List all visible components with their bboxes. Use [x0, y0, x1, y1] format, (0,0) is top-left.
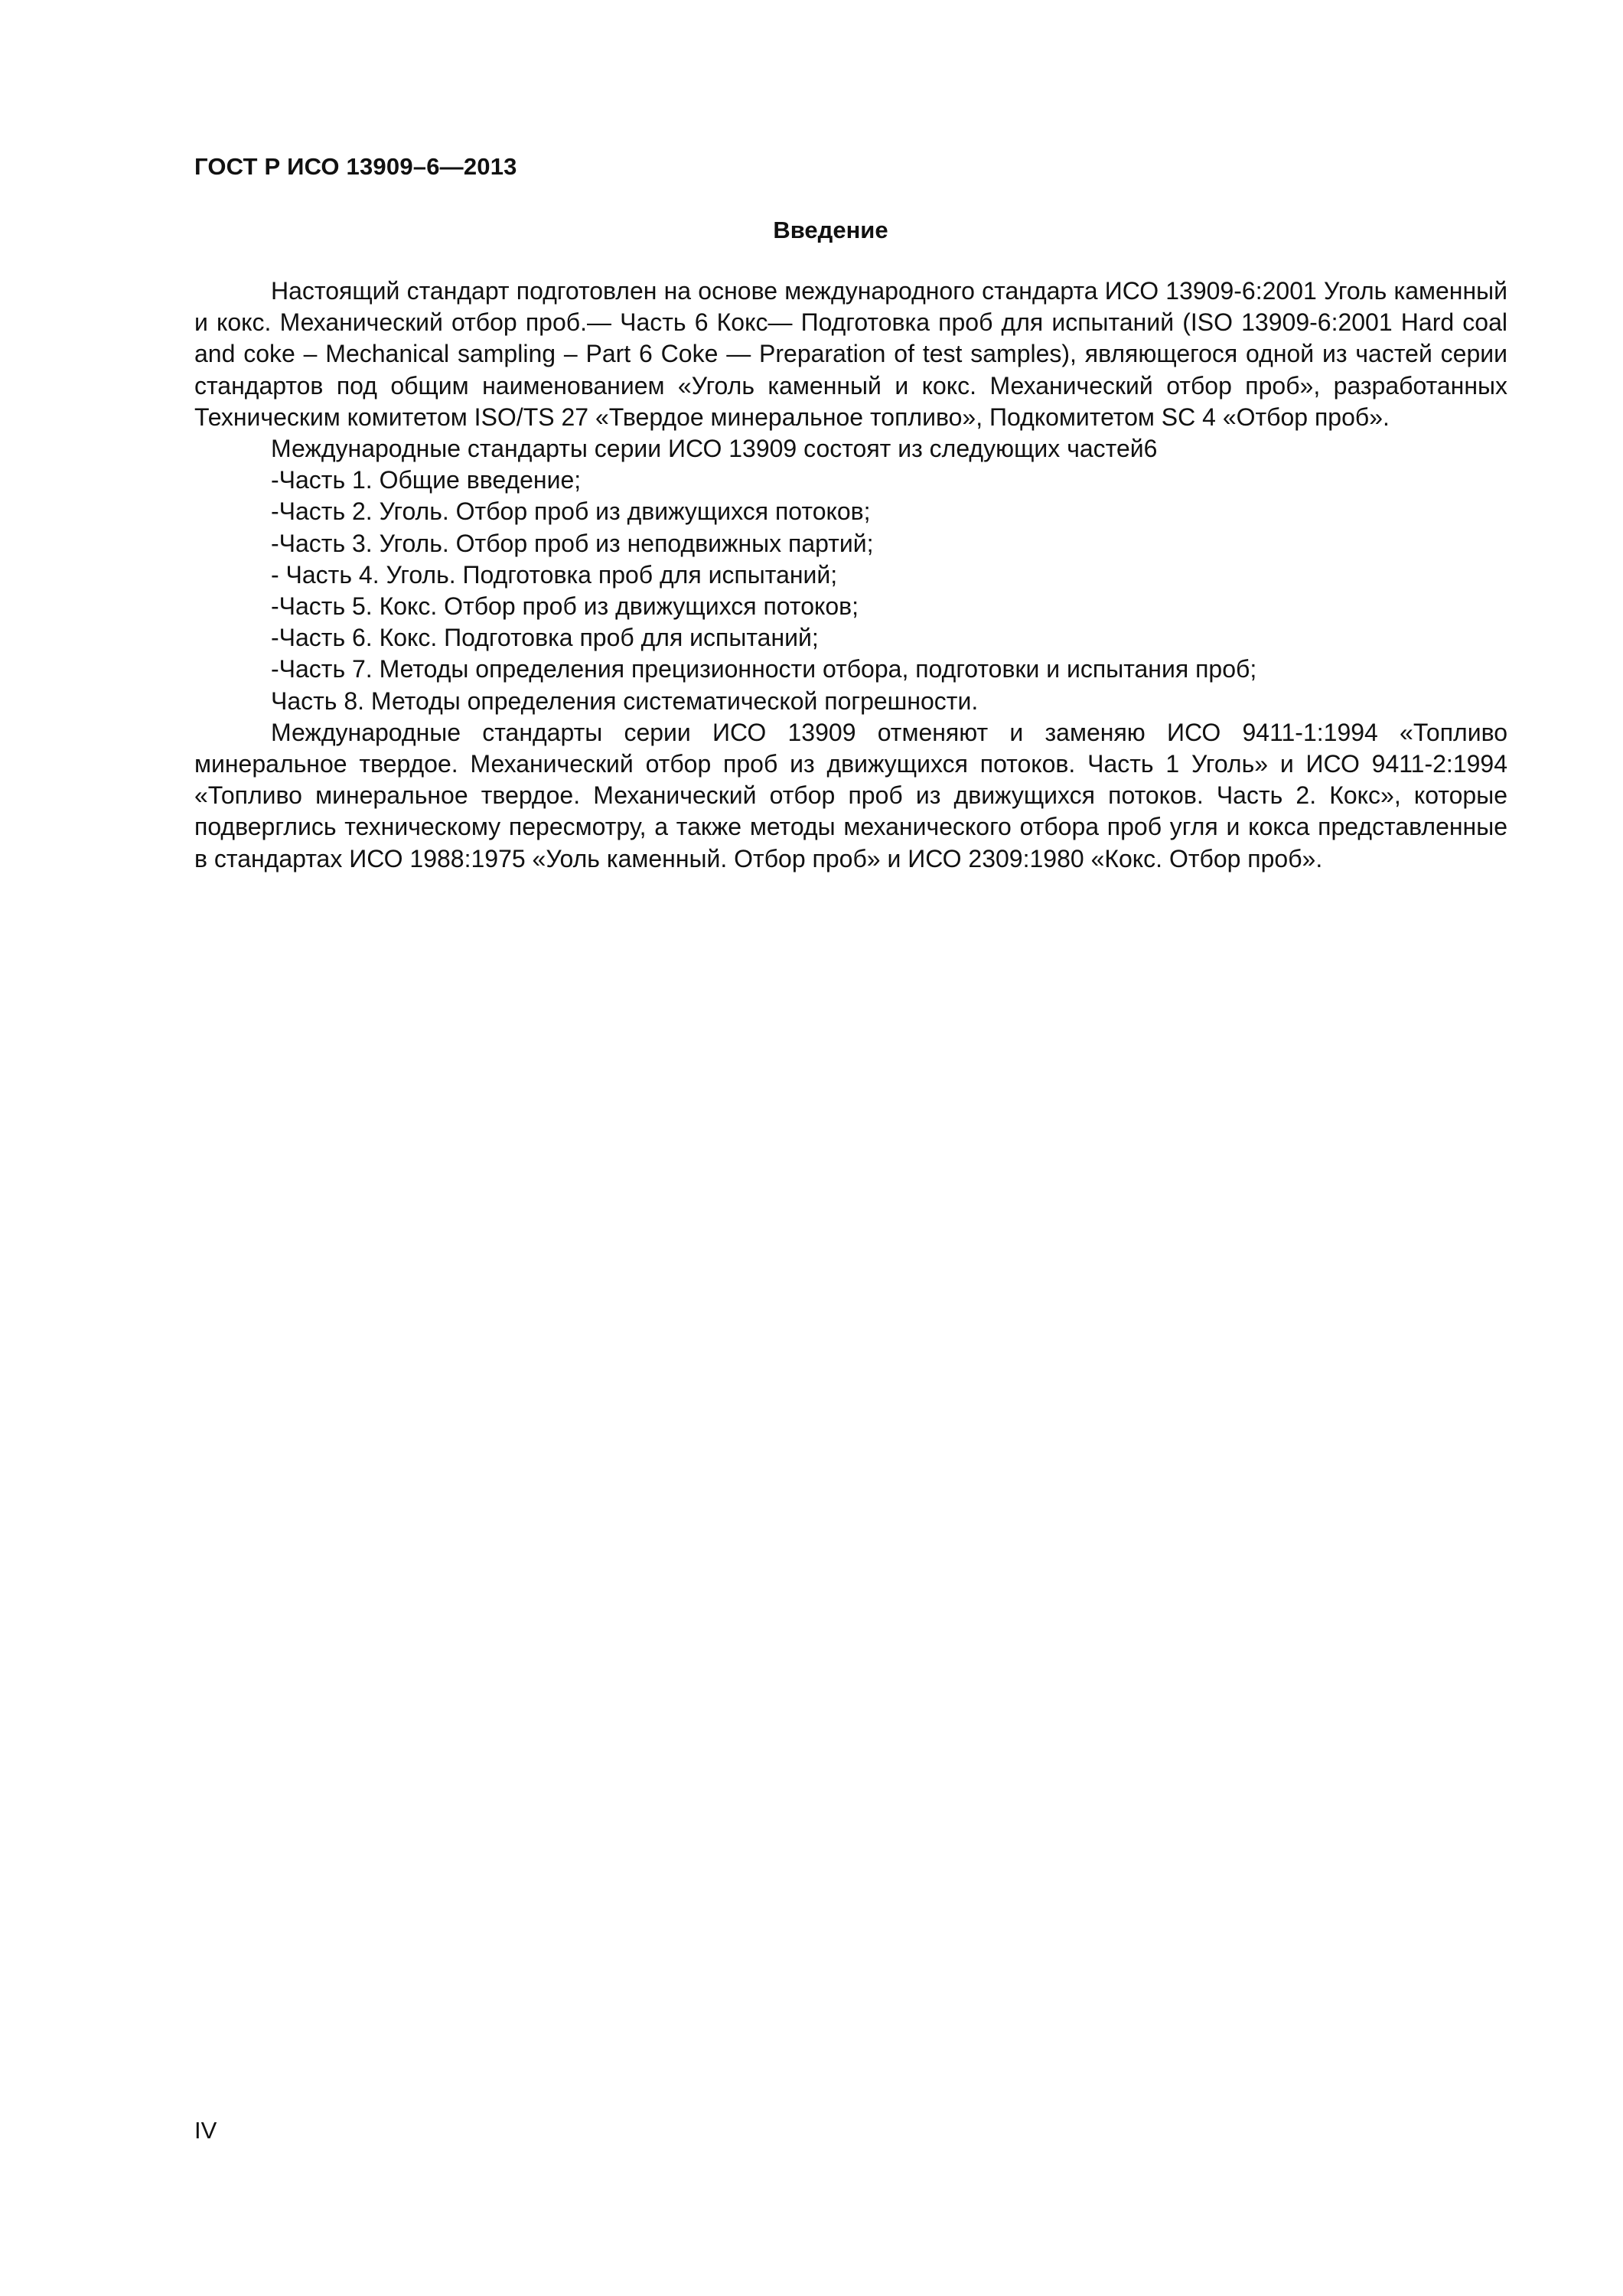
document-header-code: ГОСТ Р ИСО 13909–6—2013 [194, 153, 517, 180]
page-title: Введение [773, 217, 888, 243]
document-body [194, 276, 1507, 875]
part-list-item: Часть 8. Методы определения систематической погрешности. [271, 687, 979, 715]
replacement-paragraph: Международные стандарты серии ИСО 13909 отменяют и заменяю ИСО 9411-1:1994 «Топливо минеральное твердое. Механический отбор проб из движущихся потоков. Часть 1 Уголь» и ИСО 9411-2:1994 «Топливо минеральное твердое. Механический отбор проб из движущихся потоков. Часть 2. Кокс», которые подверглись техническому пересмотру, а также методы механического отбора проб угля и кокса представленные в стандартах ИСО 1988:1975 «Уоль каменный. Отбор проб» и ИСО 2309:1980 «Кокс. Отбор проб». [194, 718, 1507, 872]
part-list-item: - Часть 4. Уголь. Подготовка проб для испытаний; [271, 560, 838, 589]
part-list-item: -Часть 7. Методы определения прецизионности отбора, подготовки и испытания проб; [271, 655, 1257, 683]
parts-intro: Международные стандарты серии ИСО 13909 состоят из следующих частей6 [271, 435, 1158, 463]
intro-paragraph: Настоящий стандарт подготовлен на основе международного стандарта ИСО 13909-6:2001 Уголь каменный и кокс. Механический отбор проб.— Часть 6 Кокс— Подготовка проб для испытаний (ISO 13909-6:2001 Hard coal and coke – Mechanical sampling – Part 6 Coke — Preparation of test samples), являющегося одной из частей серии стандартов под общим наименованием «Уголь каменный и кокс. Механический отбор проб», разработанных Техническим комитетом ISO/TS 27 «Твердое минеральное топливо», Подкомитетом SC 4 «Отбор проб». [194, 277, 1507, 431]
page-number: IV [194, 2117, 217, 2144]
part-list-item: -Часть 1. Общие введение; [271, 466, 582, 494]
part-list-item: -Часть 6. Кокс. Подготовка проб для испытаний; [271, 624, 819, 652]
part-list-item: -Часть 3. Уголь. Отбор проб из неподвижных партий; [271, 529, 874, 557]
part-list-item: -Часть 2. Уголь. Отбор проб из движущихся потоков; [271, 497, 871, 526]
part-list-item: -Часть 5. Кокс. Отбор проб из движущихся потоков; [271, 592, 859, 621]
